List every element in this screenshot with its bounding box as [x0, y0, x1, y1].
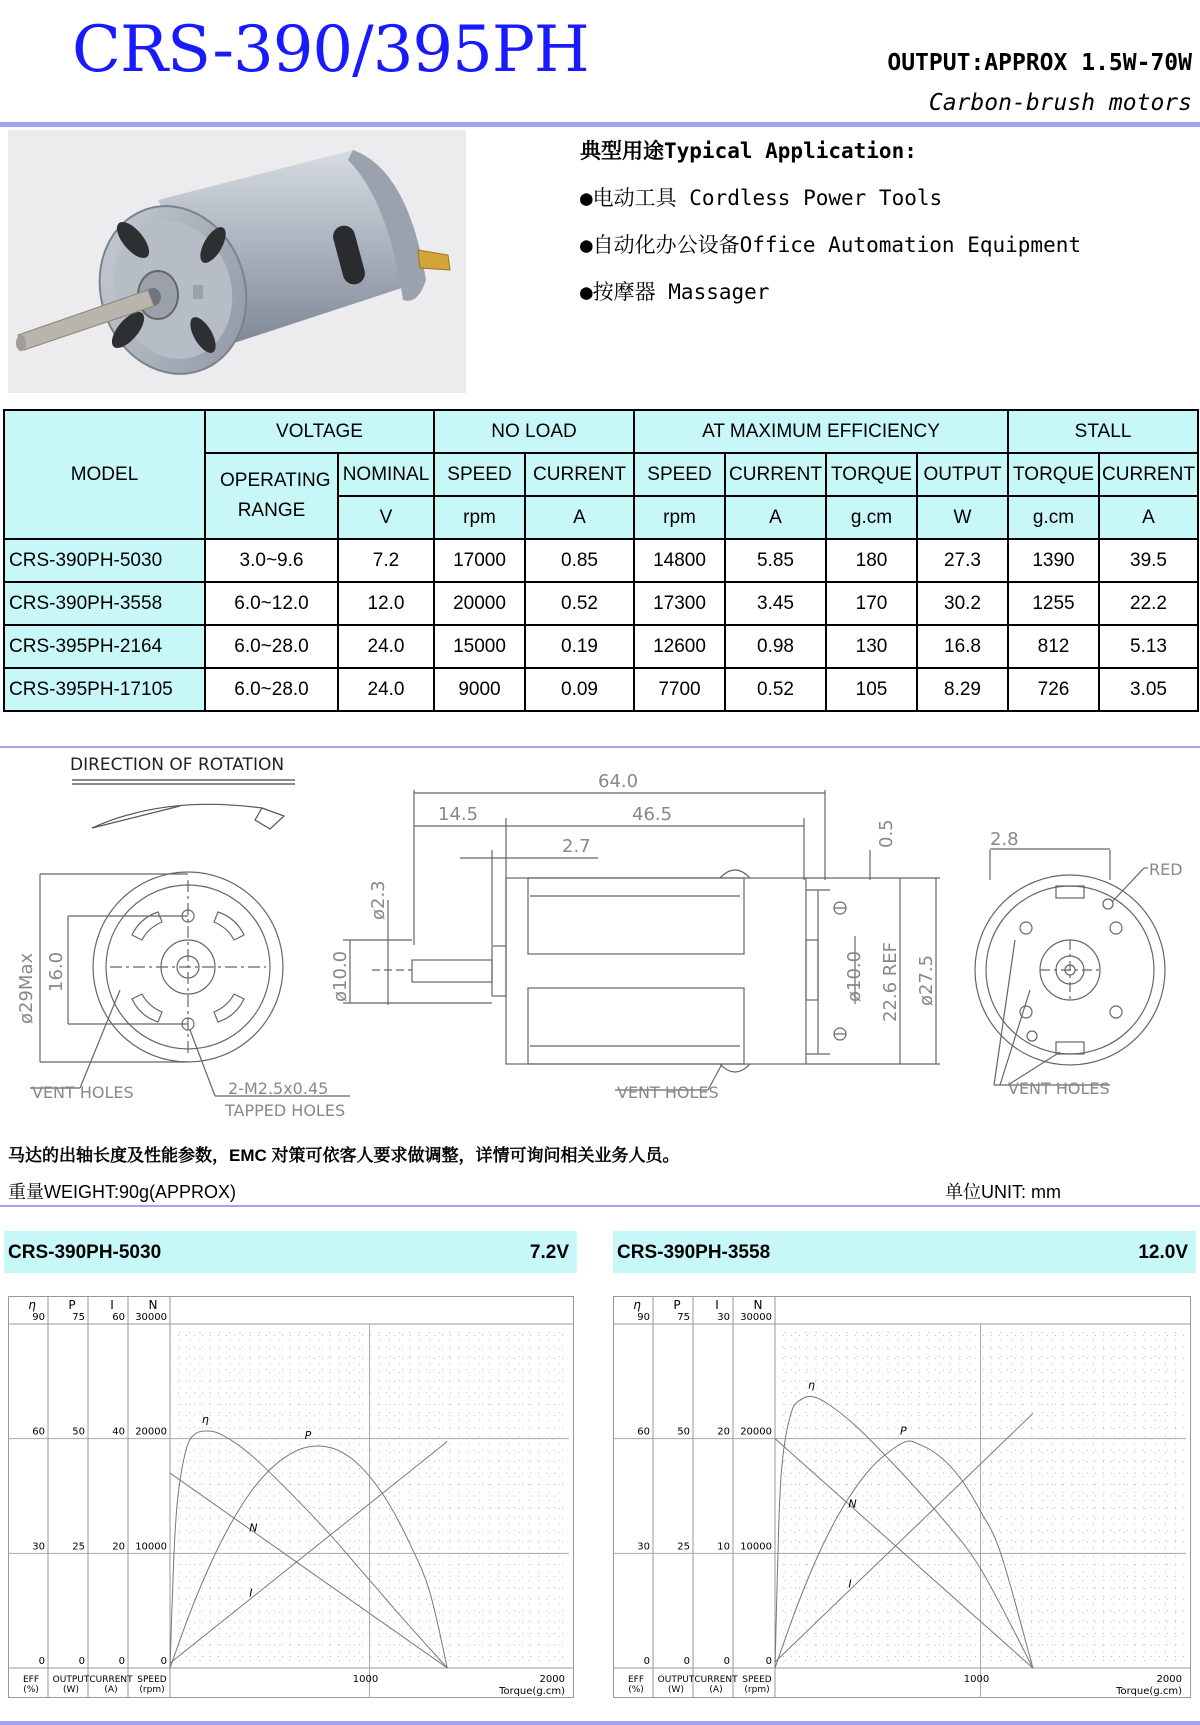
axis-tick-label: 75: [677, 1312, 690, 1323]
model-cell: CRS-395PH-17105: [4, 668, 205, 711]
typical-applications: [580, 135, 1081, 323]
header-divider: [0, 122, 1200, 127]
table-cell: 5.13: [1099, 625, 1198, 668]
table-cell: 14800: [634, 539, 725, 582]
axis-tick-label: 20000: [135, 1426, 167, 1438]
series-label: N: [848, 1497, 857, 1511]
tapped-holes-spec: 2-M2.5x0.45: [228, 1079, 329, 1098]
table-cell: 0.52: [725, 668, 826, 711]
direction-label: DIRECTION OF ROTATION: [70, 755, 285, 775]
column-header: OUTPUT: [917, 453, 1008, 496]
axis-tick-label: 0: [118, 1656, 125, 1667]
axis-tick-label: 0: [38, 1656, 45, 1667]
unit-cell: V: [338, 496, 434, 539]
specification-table: [3, 409, 1199, 712]
unit-cell: A: [525, 496, 634, 539]
model-cell: CRS-390PH-5030: [4, 539, 205, 582]
table-cell: 7.2: [338, 539, 434, 582]
vent-holes-label: VENT HOLES: [32, 1083, 134, 1102]
column-header: TORQUE: [1008, 453, 1099, 496]
vent-holes-label: VENT HOLES: [617, 1083, 719, 1102]
section-divider: [0, 1205, 1200, 1207]
axis-tick-label: 25: [677, 1541, 690, 1553]
axis-tick-label: 0: [643, 1656, 650, 1667]
table-row: [4, 625, 1198, 668]
table-cell: 24.0: [338, 668, 434, 711]
unit-cell: A: [1099, 496, 1198, 539]
table-cell: 22.2: [1099, 582, 1198, 625]
axis-symbol: N: [148, 1298, 158, 1312]
dimension-drawing: [0, 748, 1200, 1128]
table-cell: 15000: [434, 625, 525, 668]
unit-cell: g.cm: [1008, 496, 1099, 539]
axis-tick-label: 75: [72, 1312, 85, 1323]
axis-tick-label: 90: [32, 1312, 45, 1323]
axis-title: OUTPUT: [52, 1675, 90, 1685]
dim-gap: 0.5: [876, 819, 897, 848]
x-axis-label: Torque(g.cm): [1116, 1686, 1182, 1697]
dim-body-length: 46.5: [632, 804, 673, 825]
axis-tick-label: 30000: [740, 1312, 772, 1323]
application-item: ●按摩器 Massager: [580, 280, 770, 304]
axis-tick-label: 30000: [135, 1312, 167, 1323]
series-speed-line: [170, 1473, 447, 1668]
axis-symbol: N: [753, 1298, 763, 1312]
table-cell: 6.0~28.0: [205, 625, 338, 668]
axis-tick-label: 30: [717, 1312, 730, 1323]
page-title: CRS-390/395PH: [72, 13, 589, 87]
table-row: [4, 539, 1198, 582]
table-cell: 105: [826, 668, 917, 711]
chart-voltage: 7.2V: [529, 1242, 569, 1263]
x-tick-label: 2000: [539, 1674, 565, 1685]
model-cell: CRS-390PH-3558: [4, 582, 205, 625]
dim-rear-boss-dia: ø10.0: [844, 950, 865, 1002]
axis-tick-label: 60: [32, 1426, 45, 1438]
axis-tick-label: 40: [112, 1426, 125, 1438]
axis-tick-label: 0: [683, 1656, 690, 1667]
column-header: CURRENT: [525, 453, 634, 496]
dim-overall-length: 64.0: [598, 771, 639, 792]
table-cell: 8.29: [917, 668, 1008, 711]
axis-tick-label: 60: [637, 1426, 650, 1438]
table-cell: 5.85: [725, 539, 826, 582]
axis-unit: (W): [63, 1685, 79, 1695]
series-label: P: [304, 1428, 312, 1442]
series-efficiency-line: [170, 1428, 447, 1668]
axis-tick-label: 30: [32, 1541, 45, 1553]
axis-unit: (W): [668, 1685, 684, 1695]
unit-cell: W: [917, 496, 1008, 539]
table-cell: 9000: [434, 668, 525, 711]
axis-title: EFF: [627, 1675, 645, 1685]
axis-title: CURRENT: [694, 1675, 738, 1685]
series-output-line: [170, 1446, 447, 1668]
terminal-top: [1056, 886, 1084, 898]
customization-note: 马达的出轴长度及性能参数，EMC 对策可依客人要求做调整，详情可询问相关业务人员。: [8, 1146, 680, 1165]
dim-shaft-dia: ø2.3: [368, 880, 389, 920]
axis-tick-label: 0: [765, 1656, 772, 1667]
table-cell: 812: [1008, 625, 1099, 668]
weight-label: 重量WEIGHT:90g(APPROX): [8, 1182, 237, 1202]
series-label: η: [807, 1378, 815, 1392]
model-cell: CRS-395PH-2164: [4, 625, 205, 668]
table-cell: 180: [826, 539, 917, 582]
dim-ref: 22.6 REF: [880, 941, 901, 1022]
stall-group-header: STALL: [1008, 410, 1198, 453]
max-efficiency-group-header: AT MAXIMUM EFFICIENCY: [634, 410, 1008, 453]
dim-shaft-length: 14.5: [438, 804, 479, 825]
axis-title: OUTPUT: [657, 1675, 695, 1685]
series-current-line: [170, 1442, 447, 1664]
axis-tick-label: 30: [637, 1541, 650, 1553]
series-label: η: [201, 1413, 209, 1427]
axis-tick-label: 10: [717, 1541, 730, 1553]
series-label: I: [848, 1577, 852, 1591]
vent-holes-label: VENT HOLES: [1008, 1079, 1110, 1098]
axis-unit: (A): [709, 1685, 723, 1695]
table-cell: 1255: [1008, 582, 1099, 625]
model-header: MODEL: [4, 410, 205, 539]
x-axis-label: Torque(g.cm): [499, 1686, 565, 1697]
table-cell: 130: [826, 625, 917, 668]
unit-cell: rpm: [634, 496, 725, 539]
output-range: OUTPUT:APPROX 1.5W-70W: [887, 50, 1192, 76]
column-header: TORQUE: [826, 453, 917, 496]
column-header: SPEED: [634, 453, 725, 496]
table-cell: 7700: [634, 668, 725, 711]
axis-tick-label: 50: [72, 1426, 85, 1438]
chart-model: CRS-390PH-5030: [8, 1242, 162, 1263]
axis-unit: (rpm): [139, 1685, 165, 1695]
dim-boss-dia: ø10.0: [330, 950, 351, 1002]
table-cell: 27.3: [917, 539, 1008, 582]
operating-range-header: OPERATING RANGE: [205, 453, 338, 539]
product-subtitle: Carbon-brush motors: [928, 90, 1192, 116]
table-cell: 17000: [434, 539, 525, 582]
unit-label: 单位UNIT: mm: [945, 1182, 1061, 1202]
chart-model: CRS-390PH-3558: [617, 1242, 771, 1263]
table-cell: 3.0~9.6: [205, 539, 338, 582]
table-group-header-row: [4, 410, 1198, 453]
applications-heading: 典型用途Typical Application:: [580, 139, 917, 163]
axis-unit: (rpm): [744, 1685, 770, 1695]
axis-title: CURRENT: [89, 1675, 133, 1685]
table-cell: 30.2: [917, 582, 1008, 625]
tapped-holes-label: TAPPED HOLES: [225, 1101, 346, 1120]
dim-body-dia: ø27.5: [916, 954, 937, 1006]
axis-title: SPEED: [137, 1675, 167, 1685]
axis-unit: (%): [628, 1685, 644, 1695]
dim-terminal: 2.8: [990, 829, 1019, 850]
axis-tick-label: 25: [72, 1541, 85, 1553]
table-cell: 170: [826, 582, 917, 625]
nominal-header: NOMINAL: [338, 453, 434, 496]
axis-tick-label: 60: [112, 1312, 125, 1323]
voltage-group-header: VOLTAGE: [205, 410, 434, 453]
dim-hole-pitch: 16.0: [46, 951, 67, 992]
table-cell: 3.05: [1099, 668, 1198, 711]
dim-boss: 2.7: [562, 836, 591, 857]
table-cell: 12600: [634, 625, 725, 668]
series-label: N: [249, 1521, 258, 1535]
axis-unit: (A): [104, 1685, 118, 1695]
table-cell: 17300: [634, 582, 725, 625]
no-load-group-header: NO LOAD: [434, 410, 634, 453]
performance-chart-1: [8, 1296, 574, 1700]
table-cell: 24.0: [338, 625, 434, 668]
axis-tick-label: 90: [637, 1312, 650, 1323]
table-cell: 0.09: [525, 668, 634, 711]
unit-cell: g.cm: [826, 496, 917, 539]
table-cell: 6.0~28.0: [205, 668, 338, 711]
axis-symbol: η: [28, 1298, 36, 1312]
axis-symbol: I: [110, 1298, 114, 1312]
table-cell: 6.0~12.0: [205, 582, 338, 625]
table-cell: 726: [1008, 668, 1099, 711]
footer-divider: [0, 1721, 1200, 1725]
x-tick-label: 1000: [963, 1674, 990, 1685]
product-photo: [8, 130, 466, 393]
axis-tick-label: 10000: [740, 1541, 772, 1553]
table-cell: 0.98: [725, 625, 826, 668]
chart-voltage: 12.0V: [1138, 1242, 1188, 1263]
axis-tick-label: 0: [78, 1656, 85, 1667]
axis-tick-label: 20000: [740, 1426, 772, 1438]
axis-symbol: P: [68, 1298, 76, 1312]
table-cell: 1390: [1008, 539, 1099, 582]
table-cell: 3.45: [725, 582, 826, 625]
terminal-bottom: [1056, 1042, 1084, 1054]
motor-body-side: [506, 878, 806, 1064]
column-header: CURRENT: [725, 453, 826, 496]
axis-symbol: P: [673, 1298, 681, 1312]
red-terminal-label: RED: [1149, 860, 1183, 879]
axis-tick-label: 20: [112, 1541, 125, 1553]
chart-header-2: [613, 1231, 1196, 1273]
table-row: [4, 582, 1198, 625]
table-cell: 16.8: [917, 625, 1008, 668]
performance-chart-2: [613, 1296, 1191, 1700]
application-item: ●自动化办公设备Office Automation Equipment: [580, 233, 1082, 257]
table-cell: 12.0: [338, 582, 434, 625]
application-item: ●电动工具 Cordless Power Tools: [580, 186, 943, 210]
axis-tick-label: 0: [723, 1656, 730, 1667]
table-row: [4, 668, 1198, 711]
column-header: CURRENT: [1099, 453, 1198, 496]
vent-notch: [720, 870, 750, 878]
chart-header-1: [4, 1231, 577, 1273]
axis-tick-label: 20: [717, 1426, 730, 1438]
unit-cell: rpm: [434, 496, 525, 539]
series-label: I: [249, 1586, 253, 1600]
table-cell: 0.19: [525, 625, 634, 668]
axis-symbol: I: [715, 1298, 719, 1312]
axis-title: SPEED: [742, 1675, 772, 1685]
table-cell: 39.5: [1099, 539, 1198, 582]
unit-cell: A: [725, 496, 826, 539]
series-label: P: [900, 1424, 907, 1438]
axis-unit: (%): [23, 1685, 39, 1695]
column-header: SPEED: [434, 453, 525, 496]
x-tick-label: 2000: [1156, 1674, 1182, 1685]
dim-max-dia: ø29Max: [16, 952, 37, 1024]
rotation-arrowhead: [255, 808, 284, 829]
table-cell: 0.52: [525, 582, 634, 625]
x-tick-label: 1000: [352, 1674, 379, 1685]
axis-title: EFF: [22, 1675, 40, 1685]
axis-tick-label: 10000: [135, 1541, 167, 1553]
axis-tick-label: 50: [677, 1426, 690, 1438]
table-cell: 0.85: [525, 539, 634, 582]
table-cell: 20000: [434, 582, 525, 625]
motor-shaft: [412, 960, 492, 982]
axis-tick-label: 0: [160, 1656, 167, 1667]
axis-symbol: η: [633, 1298, 641, 1312]
